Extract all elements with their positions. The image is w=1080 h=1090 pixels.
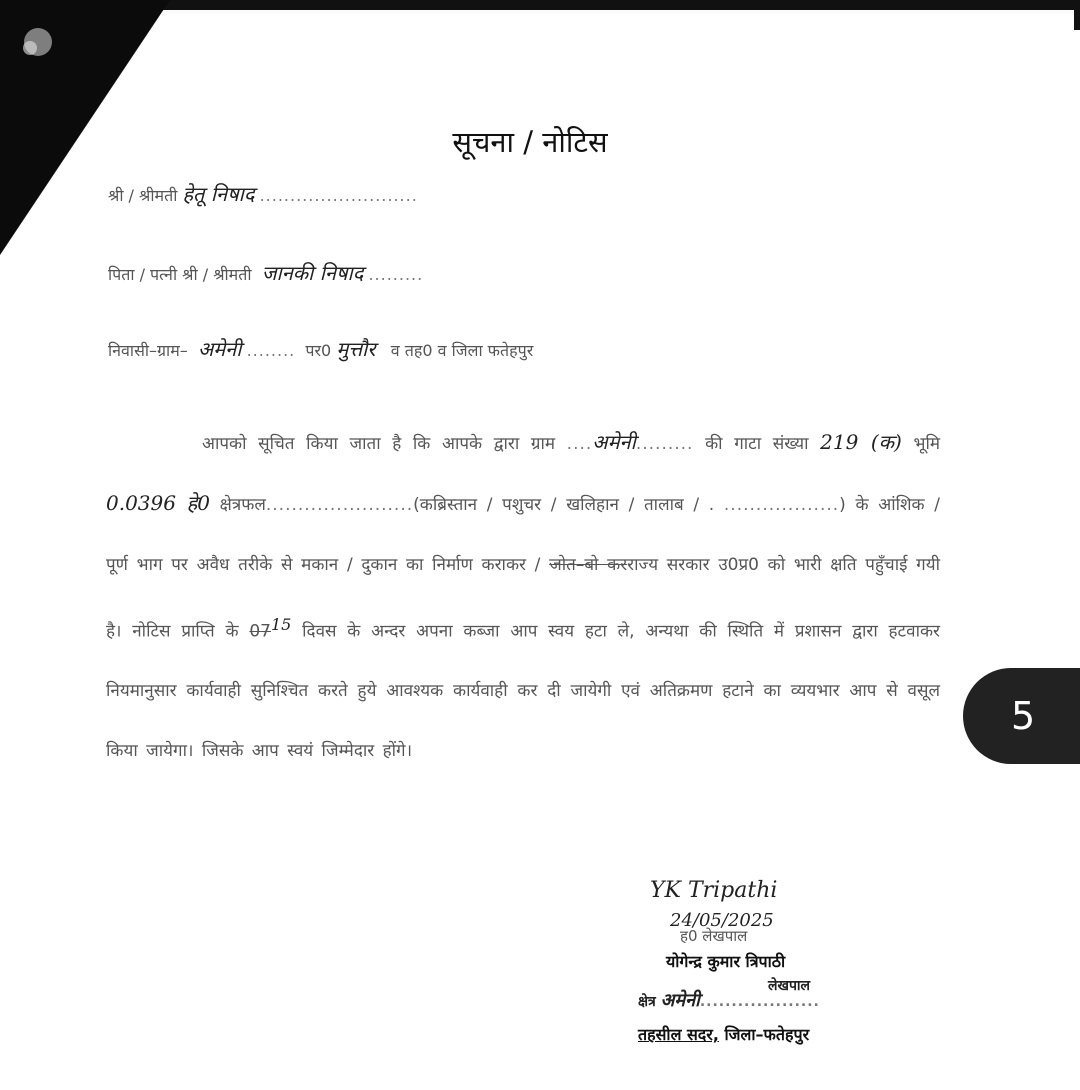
body-text-8: दिवस के अन्दर अपना कब्जा आप स्वय हटा ले, अन्यथा की स्थिति में प्रशासन द्वारा हटवाकर नियमानुसार कार्यवाही सुनिश्चित करते हुये आवश्यक कार्यवाही कर दी जायेगी एवं अतिक्रमण हटाने का व्ययभार आप से वसूल किया जायेगा। जिसके आप स्वयं जिम्मेदार होंगे।: [106, 621, 940, 761]
signatory-role: लेखपाल: [768, 978, 811, 994]
body-text-1: आपको सूचित किया जाता है कि आपके द्वारा ग्राम: [202, 434, 556, 454]
signature-block: [638, 878, 860, 1044]
village-dots: ........: [246, 341, 296, 360]
page-number-badge: 5: [963, 668, 1080, 764]
area-value: अमेनी: [660, 990, 700, 1011]
signature-label: ह0 लेखपाल: [680, 927, 748, 945]
body-text-7: राज्य सरकार उ0प्र0 को भारी क्षति पहुँचाई गयी है। नोटिस प्राप्ति के: [106, 554, 940, 642]
body-text-3: भूमि: [913, 434, 941, 454]
tehsil-district: जिला–फतेहपुर: [724, 1025, 810, 1044]
name-dots: ..........................: [259, 186, 418, 205]
name-value: हेतू निषाद: [182, 182, 255, 206]
notice-title: सूचना / नोटिस: [452, 125, 608, 159]
body-text-6: ) के आंशिक / पूर्ण भाग पर अवैध तरीके से मकान / दुकान का निर्माण कराकर /: [106, 495, 941, 575]
gata-number: 219 (क): [820, 430, 902, 454]
tehsil-name: तहसील सदर,: [638, 1025, 719, 1044]
relation-label: पिता / पत्नी श्री / श्रीमती: [108, 265, 252, 284]
residence-row: [108, 335, 533, 362]
relation-dots: .........: [368, 265, 424, 284]
pargana-value: मुत्तौर: [336, 337, 376, 361]
pargana-label: पर0: [305, 341, 332, 360]
signature-handwritten: YK Tripathi: [650, 878, 778, 903]
relation-value: जानकी निषाद: [261, 261, 364, 285]
signature-date: 24/05/2025: [670, 910, 774, 931]
body-text-5: (कब्रिस्तान / पशुचर / खलिहान / तालाब / .: [413, 495, 715, 516]
days-new: 15: [271, 615, 292, 635]
area-label: क्षेत्र: [638, 994, 656, 1010]
days-struck: 07: [249, 621, 271, 642]
district-text: व तह0 व जिला फतेहपुर: [390, 341, 534, 360]
notice-body: आपको सूचित किया जाता है कि आपके द्वारा ग्राम ....अमेनी......... की गाटा संख्या 219 (क) भूमि 0.0396 हे0 क्षेत्रफल.......................(कब्रिस्तान / पशुचर / खलिहान / तालाब / . ..................) के आंशिक / पूर्ण भाग पर अवैध तरीके से मकान / दुकान का निर्माण कराकर / जोत–बो करराज्य सरकार उ0प्र0 को भारी क्षति पहुँचाई गयी है। नोटिस प्राप्ति के $07^{15}$ दिवस के अन्दर अपना कब्जा आप स्वय हटा ले, अन्यथा की स्थिति में प्रशासन द्वारा हटवाकर नियमानुसार कार्यवाही सुनिश्चित करते हुये आवश्यक कार्यवाही कर दी जायेगी एवं अतिक्रमण हटाने का व्ययभार आप से वसूल किया जायेगा। जिसके आप स्वयं जिम्मेदार होंगे।: [106, 430, 941, 761]
tehsil-row: [638, 1023, 809, 1045]
name-row: [108, 180, 418, 207]
relation-row: [108, 259, 423, 286]
land-area: 0.0396 हे0: [106, 491, 210, 516]
body-text-2: की गाटा संख्या: [705, 434, 809, 454]
body-village: अमेनी: [592, 430, 636, 454]
signatory-name: योगेन्द्र कुमार त्रिपाठी: [666, 952, 786, 971]
struck-text: जोत–बो कर: [549, 554, 628, 575]
body-text-4: क्षेत्रफल: [219, 495, 266, 516]
village-value: अमेनी: [197, 337, 242, 361]
residence-label: निवासी–ग्राम–: [108, 341, 188, 360]
name-label: श्री / श्रीमती: [108, 186, 178, 205]
area-row: क्षेत्र अमेनी...................: [638, 990, 820, 1011]
